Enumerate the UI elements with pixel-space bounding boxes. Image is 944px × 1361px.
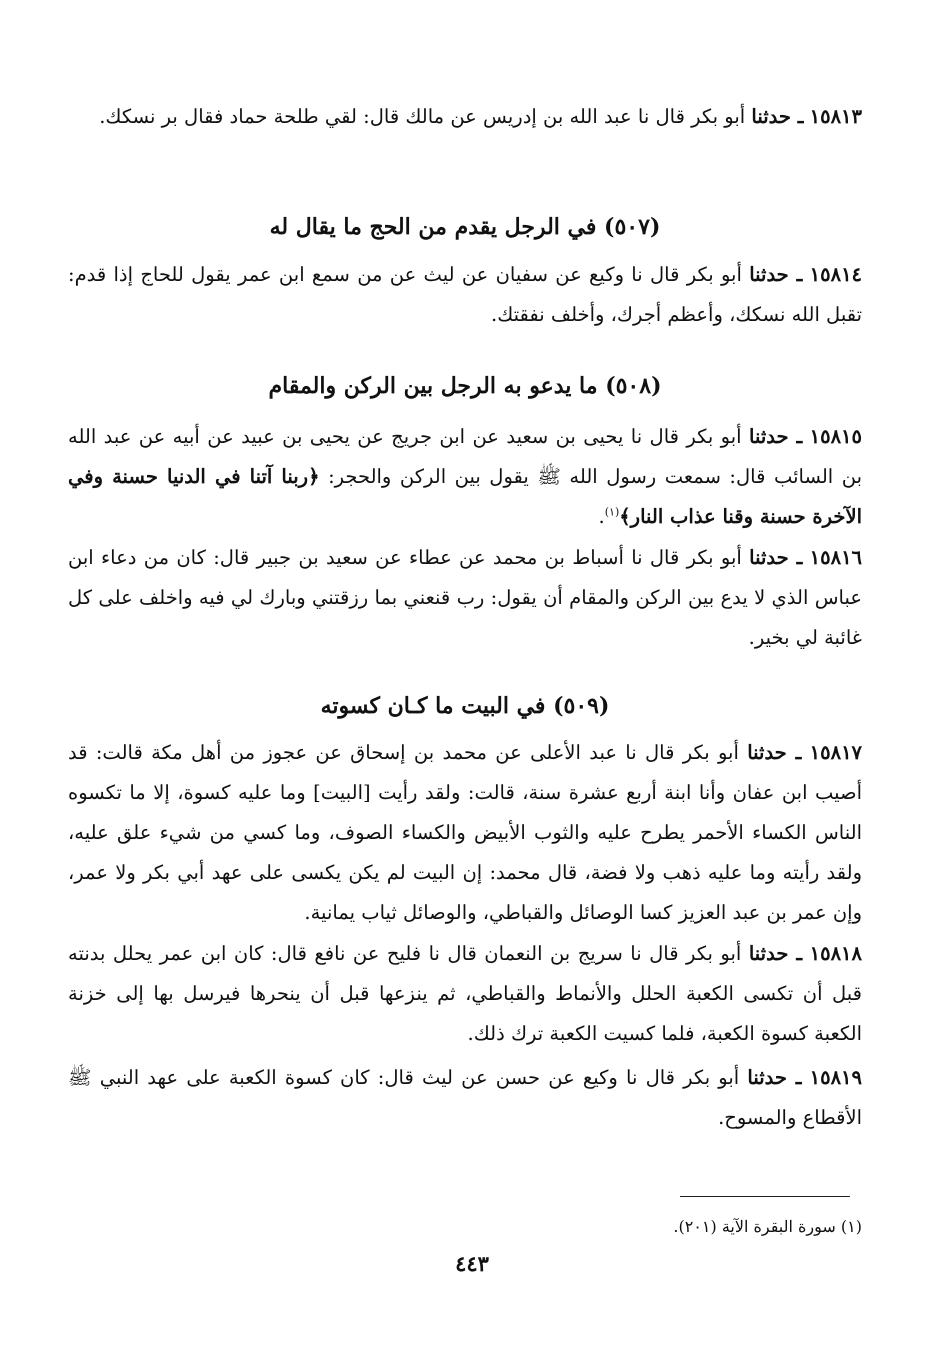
hadith-lead: ـ حدثنا <box>747 1066 802 1089</box>
page-number: ٤٤٣ <box>455 1251 489 1276</box>
hadith-text: أبو بكر قال نا وكيع عن سفيان عن ليث عن من سمع ابن عمر يقول للحاج إذا قدم: تقبل الله نسكك، وأعظم أجرك، وأخلف نفقتك. <box>68 263 862 326</box>
hadith-text: أبو بكر قال نا عبد الله بن إدريس عن مالك قال: لقي طلحة حماد فقال بر نسكك. <box>99 105 746 128</box>
hadith-15816 <box>68 538 862 658</box>
quran-quote: ﴿ربنا آتنا في الدنيا حسنة وفي الآخرة حسنة وقنا عذاب النار﴾ <box>68 465 862 528</box>
footnote-separator <box>680 1196 850 1197</box>
hadith-15819 <box>68 1058 862 1138</box>
hadith-lead: ـ حدثنا <box>747 741 802 764</box>
hadith-text: أبو بكر قال نا سريج بن النعمان قال نا فليح عن نافع قال: كان ابن عمر يحلل بدنته قبل أن تكسى الكعبة الحلل والأنماط والقباطي، ثم ينزعها قبل أن ينحرها فيرسل بها إلى خزنة الكعبة كسوة الكعبة، فلما كسيت الكعبة ترك ذلك. <box>68 942 862 1045</box>
hadith-15814 <box>68 255 862 335</box>
hadith-text: أبو بكر قال نا عبد الأعلى عن محمد بن إسحاق عن عجوز من أهل مكة قالت: قد أصيب ابن عفان وأنا ابنة أربع عشرة سنة، قالت: ولقد رأيت [البيت] وما عليه كسوة، إلا ما تكسوه الناس الكساء الأحمر يطرح عليه والثوب الأبيض والكساء الصوف، وما كسي من شيء علق عليه، ولقد رأيته وما عليه ذهب ولا فضة، قال محمد: إن البيت لم يكن يكسى على عهد أبي بكر ولا عمر، وإن عمر بن عبد العزيز كسا الوصائل والقباطي، والوصائل ثياب يمانية. <box>68 741 862 924</box>
chapter-heading-507: (٥٠٧) في الرجل يقدم من الحج ما يقال له <box>269 214 661 240</box>
footnote-marker: (١) <box>604 505 620 519</box>
hadith-text: أبو بكر قال نا يحيى بن سعيد عن ابن جريج عن يحيى بن عبيد عن أبيه عن عبد الله بن السائب قال: سمعت رسول الله ﷺ يقول بين الركن والحجر: <box>68 425 863 488</box>
hadith-number: ١٥٨١٩ <box>809 1066 863 1089</box>
hadith-lead: ـ حدثنا <box>749 546 803 569</box>
sentence-end: . <box>598 505 605 528</box>
hadith-number: ١٥٨١٧ <box>809 741 863 764</box>
hadith-lead: ـ حدثنا <box>749 263 803 286</box>
hadith-15817 <box>68 733 862 933</box>
hadith-lead: ـ حدثنا <box>751 105 804 128</box>
hadith-15818 <box>68 934 862 1054</box>
hadith-lead: ـ حدثنا <box>748 942 803 965</box>
footnote: (١) سورة البقرة الآية (٢٠١). <box>673 1217 862 1236</box>
hadith-number: ١٥٨١٨ <box>809 942 862 965</box>
chapter-heading-508: (٥٠٨) ما يدعو به الرجل بين الركن والمقام <box>268 373 662 399</box>
hadith-15815 <box>68 417 862 537</box>
hadith-15813 <box>68 97 862 137</box>
chapter-heading-509: (٥٠٩) في البيت ما كـان كسوته <box>320 693 610 719</box>
hadith-number: ١٥٨١٤ <box>809 263 863 286</box>
hadith-lead: ـ حدثنا <box>749 425 803 448</box>
hadith-text: أبو بكر قال نا أسباط بن محمد عن عطاء عن سعيد بن جبير قال: كان من دعاء ابن عباس الذي لا يدع بين الركن والمقام أن يقول: رب قنعني بما رزقتني وبارك لي فيه واخلف على كل غائبة لي بخير. <box>68 546 862 649</box>
hadith-number: ١٥٨١٥ <box>809 425 862 448</box>
hadith-text: أبو بكر قال نا وكيع عن حسن عن ليث قال: كان كسوة الكعبة على عهد النبي ﷺ الأقطاع والمسوح. <box>68 1066 862 1129</box>
hadith-number: ١٥٨١٣ <box>809 105 862 128</box>
hadith-number: ١٥٨١٦ <box>809 546 863 569</box>
